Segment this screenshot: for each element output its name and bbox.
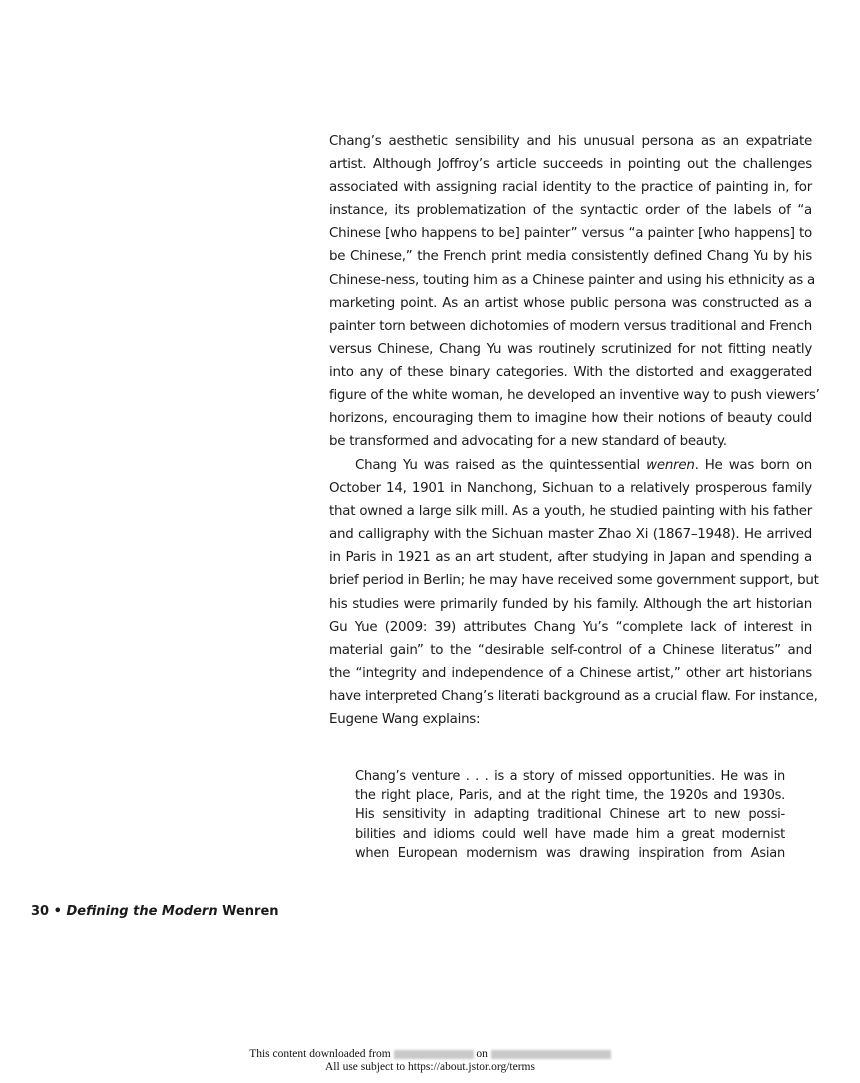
terms-text: All use subject to https://about.jstor.org/terms <box>325 1061 535 1073</box>
notice-text: on <box>476 1048 488 1060</box>
separator: • <box>53 904 62 919</box>
text-line: instance, its problematization of the syntactic order of the labels of “a <box>329 203 812 219</box>
text-line: the right place, Paris, and at the right time, the 1920s and 1930s. <box>355 788 785 804</box>
download-notice <box>0 1048 860 1074</box>
text-line: when European modernism was drawing inspiration from Asian <box>355 845 785 861</box>
notice-text: This content downloaded from <box>249 1048 391 1060</box>
text-line: marketing point. As an artist whose public persona was constructed as a <box>329 295 812 311</box>
text-line: that owned a large silk mill. As a youth, he studied painting with his father <box>329 504 812 520</box>
text-line: Chang’s venture . . . is a story of missed opportunities. He was in <box>355 769 785 784</box>
text-line: October 14, 1901 in Nanchong, Sichuan to a relatively prosperous family <box>329 481 812 497</box>
text-line: His sensitivity in adapting traditional Chinese art to new possi- <box>355 807 785 823</box>
text-line: artist. Although Joffroy’s article succeeds in pointing out the challenges <box>329 157 812 173</box>
text-line: his studies were primarily funded by his family. Although the art historian <box>329 596 812 612</box>
text-line: versus Chinese, Chang Yu was routinely scrutinized for not fitting neatly <box>329 341 812 357</box>
text-line: brief period in Berlin; he may have received some government support, but <box>329 573 819 589</box>
running-title-roman: Wenren <box>222 904 279 919</box>
text-line: horizons, encouraging them to imagine how their notions of beauty could <box>329 411 812 427</box>
text-line: the “integrity and independence of a Chinese artist,” other art historians <box>329 665 812 681</box>
redacted-date <box>491 1050 611 1059</box>
text-line: associated with assigning racial identity to the practice of painting in, for <box>329 180 812 196</box>
page-footer <box>31 904 279 919</box>
text-line: bilities and idioms could well have made him a great modernist <box>355 826 785 842</box>
text-line: Chang’s aesthetic sensibility and his unusual persona as an expatriate <box>329 134 812 149</box>
text-line: Chinese [who happens to be] painter” versus “a painter [who happens] to <box>329 226 812 242</box>
text-line: figure of the white woman, he developed an inventive way to push viewers’ <box>329 388 820 404</box>
paragraph-1 <box>329 130 820 453</box>
text-line: painter torn between dichotomies of modern versus traditional and French <box>329 318 812 334</box>
paragraph-2 <box>329 454 819 731</box>
running-title-italic: Defining the Modern <box>66 904 218 919</box>
text-line: in Paris in 1921 as an art student, after studying in Japan and spending a <box>329 550 812 566</box>
text-line: Chinese-ness, touting him as a Chinese painter and using his ethnicity as a <box>329 272 815 288</box>
text-line: material gain” to the “desirable self-control of a Chinese literatus” and <box>329 642 812 658</box>
text-line: into any of these binary categories. With the distorted and exaggerated <box>329 364 812 380</box>
redacted-ip <box>394 1050 474 1059</box>
text-line: be Chinese,” the French print media consistently defined Chang Yu by his <box>329 249 812 265</box>
text-line: Eugene Wang explains: <box>329 712 481 728</box>
page-number: 30 <box>31 904 50 919</box>
text-line: be transformed and advocating for a new standard of beauty. <box>329 434 727 450</box>
text-line: Chang Yu was raised as the quintessential wenren. He was born on <box>355 458 812 473</box>
text-line: have interpreted Chang’s literati background as a crucial flaw. For instance, <box>329 688 818 704</box>
block-quote <box>355 767 785 863</box>
text-line: Gu Yue (2009: 39) attributes Chang Yu’s “complete lack of interest in <box>329 619 812 635</box>
text-line: and calligraphy with the Sichuan master Zhao Xi (1867–1948). He arrived <box>329 527 812 543</box>
